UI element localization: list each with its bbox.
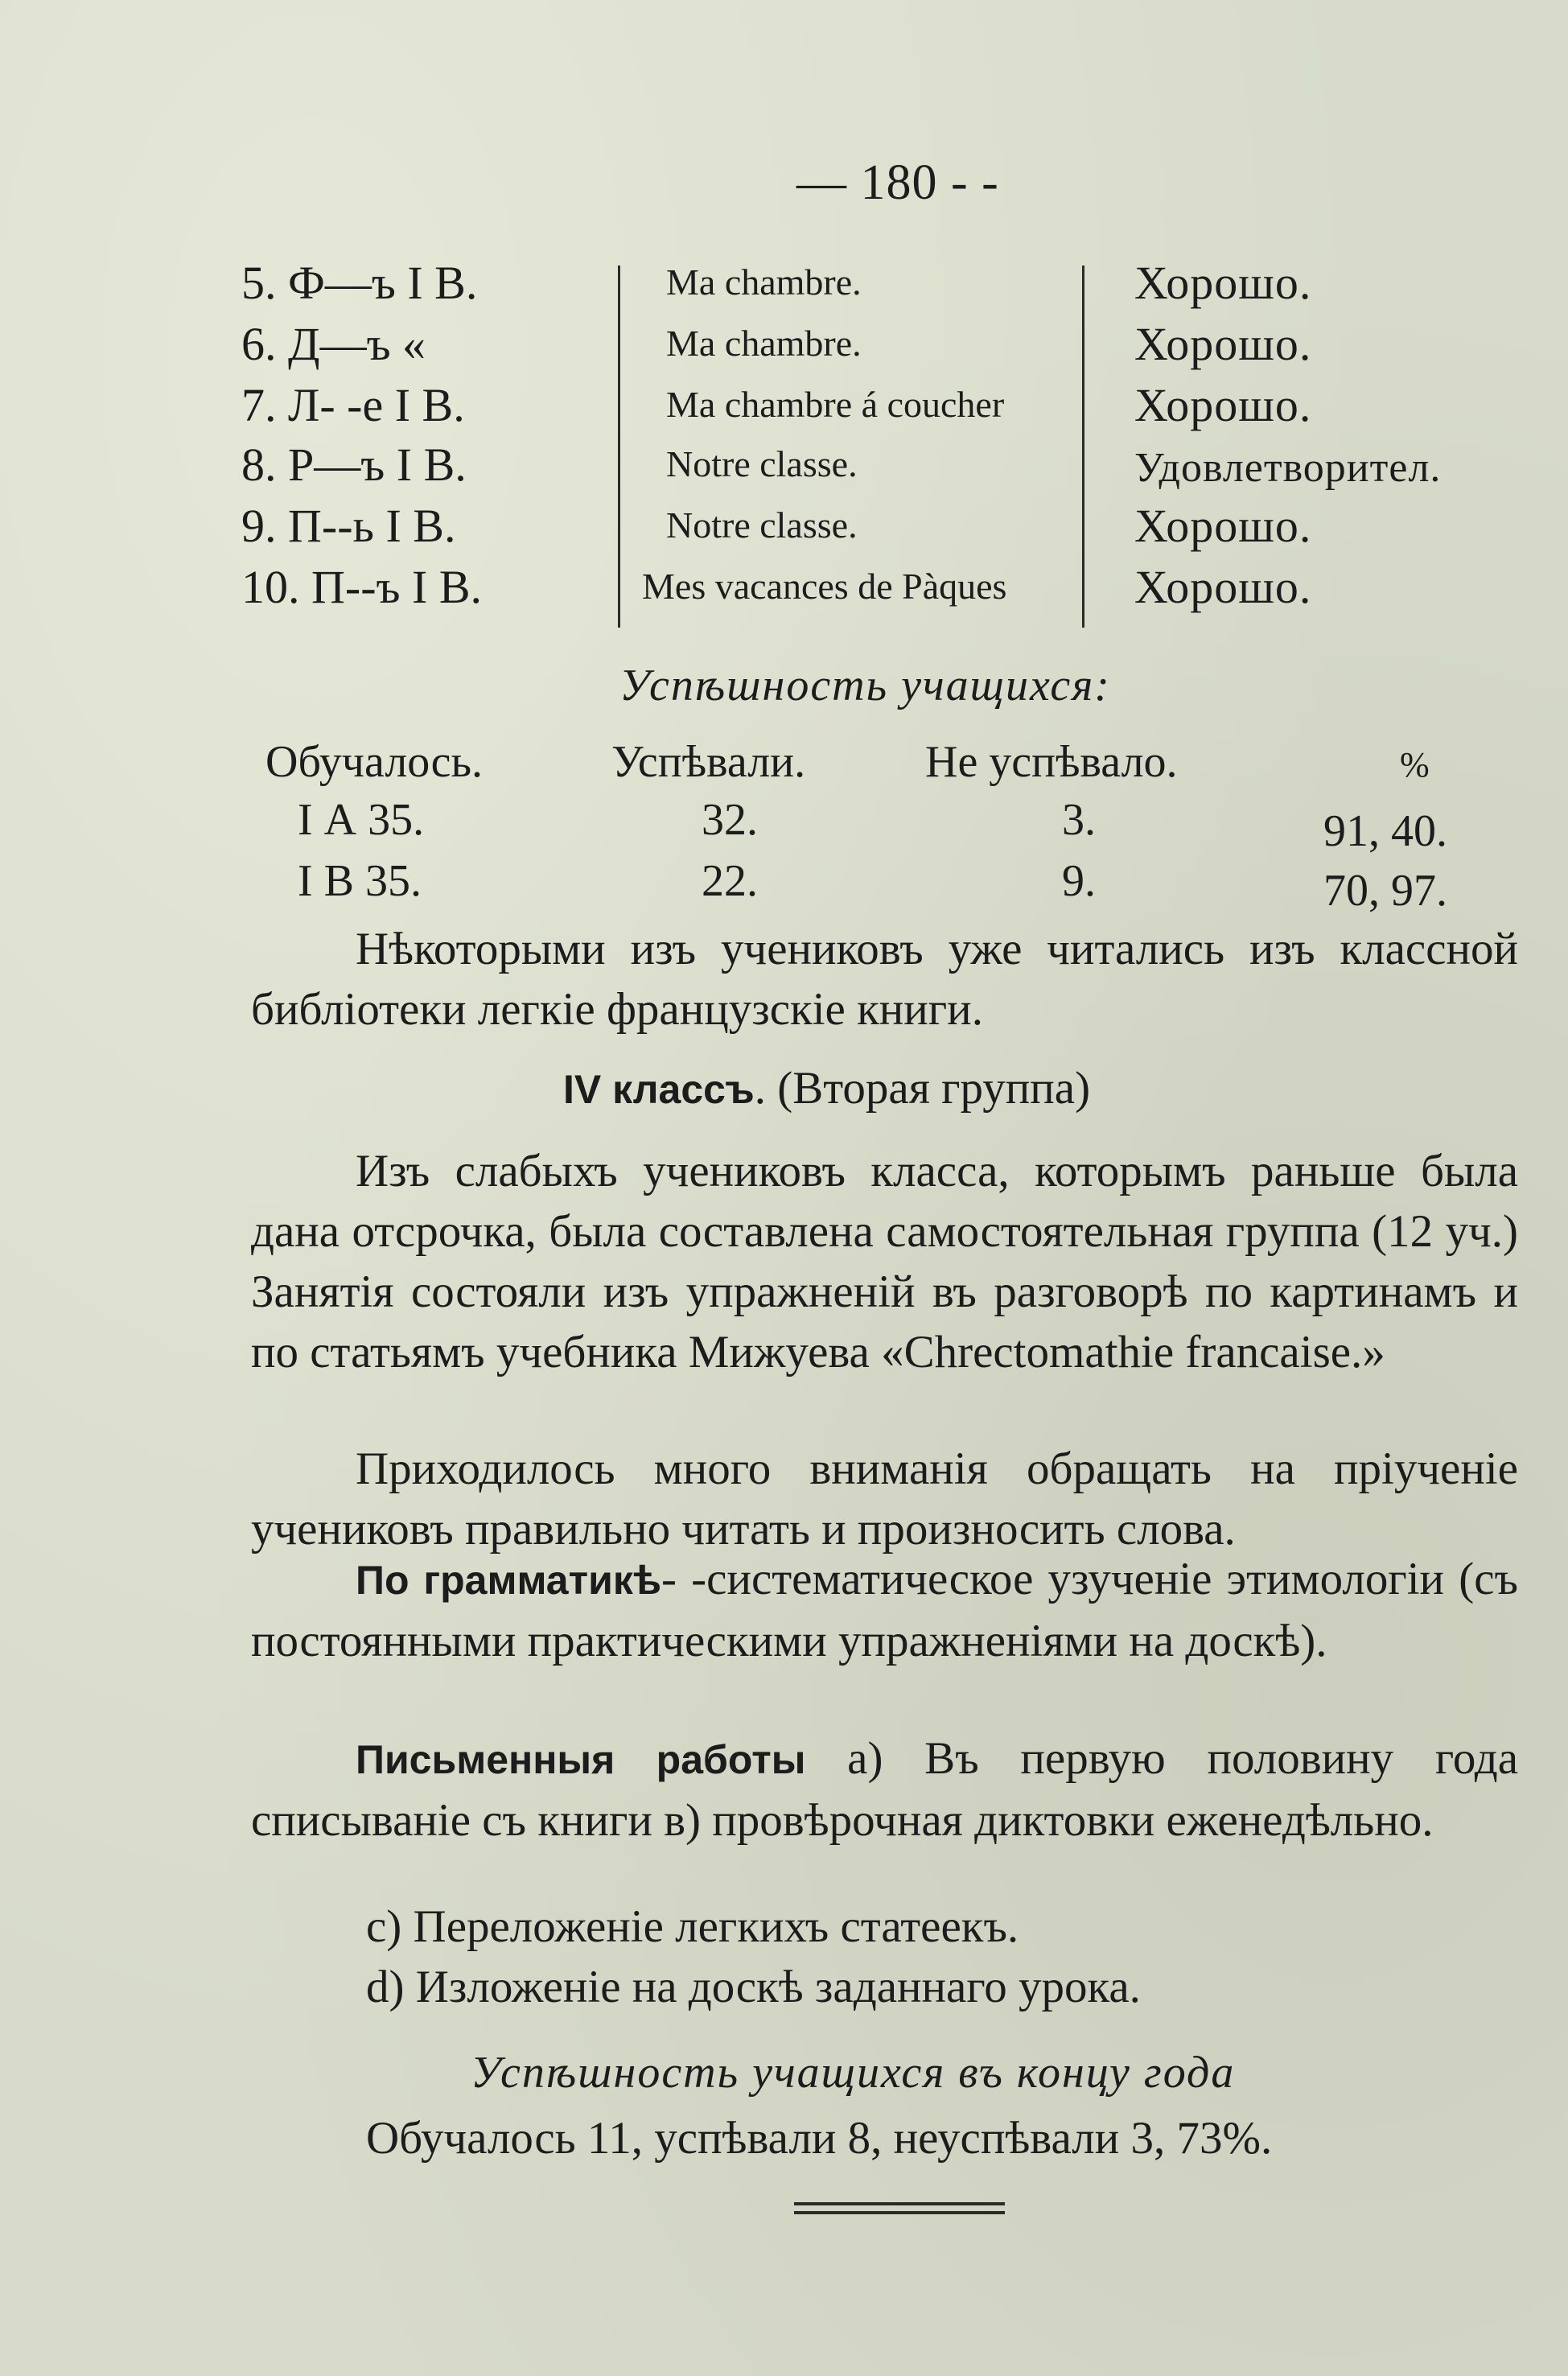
- table-row: [241, 560, 1504, 621]
- mark-cell: Хорошо.: [1134, 379, 1312, 431]
- topic-cell: Ma chambre á coucher: [666, 384, 1005, 425]
- table-row: [241, 438, 1504, 499]
- table-row: [241, 256, 1504, 317]
- topic-cell: Ma chambre.: [666, 261, 862, 303]
- grammar-rest: - -систематическое узученіе этимологіи (съ постоянными практическими упражненіями на доскѣ).: [251, 1554, 1518, 1666]
- stats-header: Успѣвали.: [611, 737, 806, 787]
- success-title: Успѣшность учащихся:: [619, 661, 1111, 710]
- student-cell: 8. Р—ъ I В.: [241, 439, 467, 491]
- stats-table: [257, 736, 1496, 921]
- paragraph-group: Изъ слабыхъ учениковъ класса, которымъ раньше была дана отсрочка, была составлена самостоятельная группа (12 уч.) Занятія состояли изъ упражненій въ разговорѣ по картинамъ и по статьямъ учебника Мижуева «Chrectomathie francaise.»: [251, 1146, 1518, 1377]
- stats-header: Обучалось.: [265, 737, 484, 787]
- topic-cell: Ma chambre.: [666, 323, 862, 364]
- mark-cell: Хорошо.: [1134, 561, 1312, 613]
- topic-cell: Mes vacances de Pàques: [642, 566, 1007, 607]
- grades-table: [241, 256, 1504, 634]
- stats-cell: 91, 40.: [1323, 806, 1447, 856]
- student-cell: 10. П--ъ I В.: [241, 561, 483, 613]
- student-cell: 9. П--ь I В.: [241, 500, 456, 552]
- section-heading: [563, 1062, 1090, 1114]
- item-d: d) Изложеніе на доскѣ заданнаго урока.: [366, 1962, 1141, 2012]
- table-row: [241, 378, 1504, 439]
- written-bold: Письменныя работы: [356, 1737, 806, 1782]
- table-row: [241, 499, 1504, 560]
- stats-header: %: [1400, 745, 1430, 784]
- library-note: Нѣкоторыми изъ учениковъ уже читались изъ классной библіотеки легкіе французскіе книги.: [251, 924, 1518, 1035]
- stats-cell: 70, 97.: [1323, 866, 1447, 916]
- mark-cell: Хорошо.: [1134, 257, 1312, 309]
- topic-cell: Notre classe.: [666, 443, 858, 484]
- closing-rule: [794, 2202, 1005, 2205]
- paragraph-grammar: [251, 1549, 1518, 1671]
- success-title-year-end: Успѣшность учащихся въ концу года: [471, 2048, 1236, 2098]
- student-cell: 6. Д—ъ «: [241, 318, 426, 370]
- topic-cell: Notre classe.: [666, 504, 858, 546]
- mark-cell: Хорошо.: [1134, 500, 1312, 552]
- table-row: [241, 317, 1504, 378]
- paragraph-written: [251, 1728, 1518, 1851]
- mark-cell: Хорошо.: [1134, 318, 1312, 370]
- grammar-bold: По грамматикѣ: [356, 1558, 661, 1603]
- final-line: Обучалось 11, успѣвали 8, неуспѣвали 3, 73%.: [366, 2113, 1273, 2164]
- stats-cell: 3.: [1062, 795, 1096, 845]
- page-number: — 180 - -: [796, 155, 999, 210]
- student-cell: 5. Ф—ъ I В.: [241, 257, 478, 309]
- stats-cell: 9.: [1062, 856, 1096, 906]
- student-cell: 7. Л- -е I В.: [241, 379, 465, 431]
- stats-cell: I А 35.: [298, 795, 425, 845]
- stats-cell: I В 35.: [298, 856, 422, 906]
- closing-rule: [794, 2211, 1005, 2214]
- written-rest: а) Въ первую половину года списываніе съ книги в) провѣрочная диктовки еженедѣльно.: [251, 1733, 1518, 1846]
- heading-bold: IV классъ: [563, 1067, 755, 1112]
- paragraph-reading: Приходилось много вниманія обращать на пріученіе учениковъ правильно читать и произносить слова.: [251, 1443, 1518, 1554]
- stats-header: Не успѣвало.: [925, 737, 1178, 787]
- stats-cell: 22.: [702, 856, 758, 906]
- mark-cell: Удовлетворител.: [1134, 445, 1442, 491]
- stats-cell: 32.: [702, 795, 758, 845]
- heading-rest: . (Вторая группа): [754, 1063, 1091, 1114]
- item-c: с) Переложеніе легкихъ статеекъ.: [366, 1901, 1019, 1952]
